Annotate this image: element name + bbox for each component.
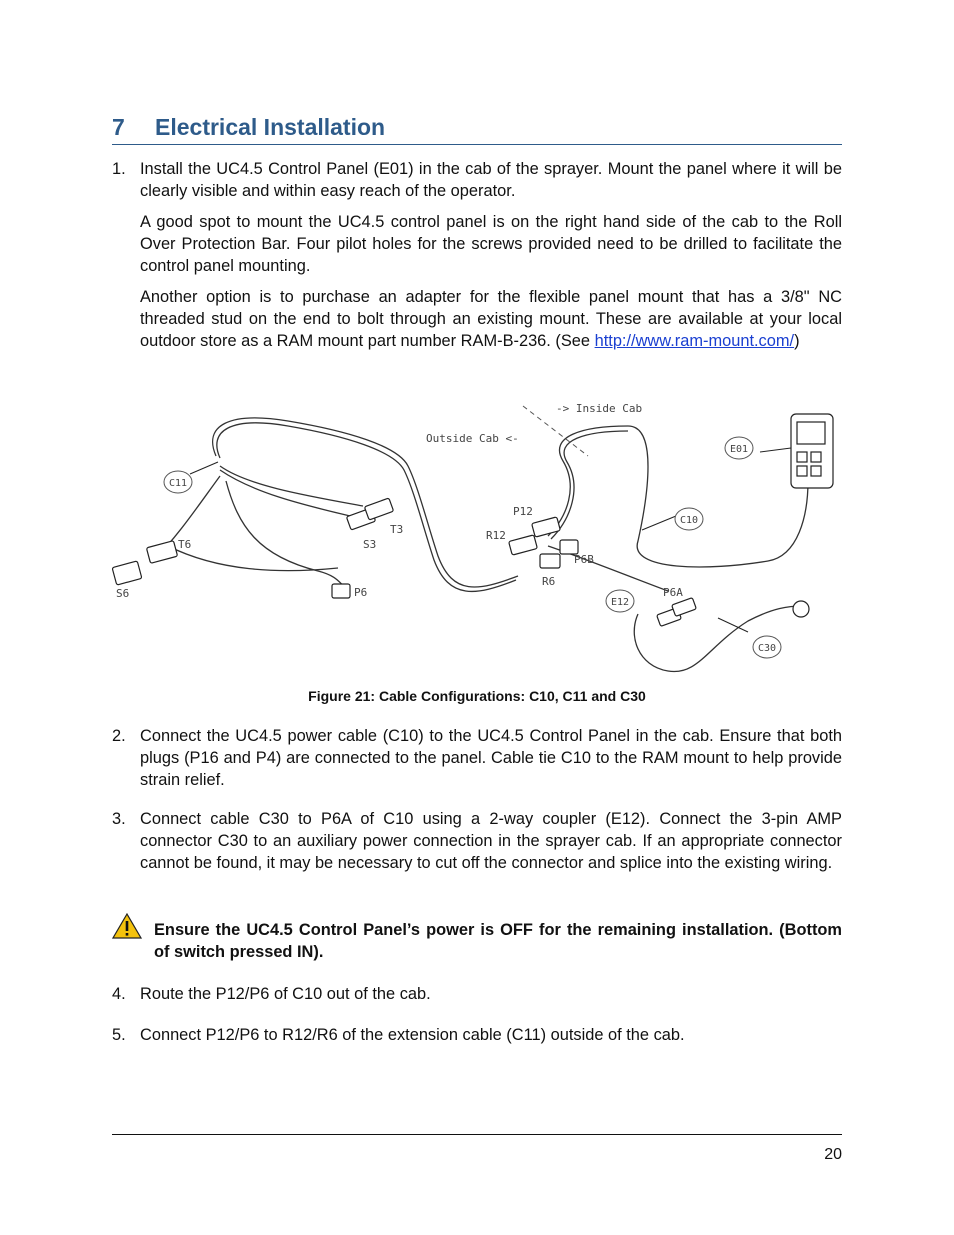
section-number: 7: [112, 114, 125, 140]
e01-button: [811, 452, 821, 462]
step-5-text: Connect P12/P6 to R12/R6 of the extension cable (C11) outside of the cab.: [140, 1026, 685, 1044]
t6-label: T6: [178, 538, 192, 551]
p6-label: P6: [354, 586, 368, 599]
step-4-text: Route the P12/P6 of C10 out of the cab.: [140, 985, 431, 1003]
c30-amp-connector: [793, 601, 809, 617]
s6-connector: [112, 561, 142, 585]
footer-divider: [112, 1134, 842, 1135]
r6-connector: [540, 554, 560, 568]
t6-connector: [146, 541, 177, 564]
outside-cab-label: Outside Cab <-: [426, 432, 519, 445]
page-number: 20: [824, 1146, 842, 1163]
c11-label: C11: [169, 478, 188, 489]
step-4: [112, 983, 842, 1014]
section-title: Electrical Installation: [155, 114, 386, 140]
t3-connector: [364, 498, 393, 520]
step-2: [112, 725, 842, 800]
p6-connector: [332, 584, 350, 598]
p6a-label: P6A: [663, 586, 683, 599]
e12-label: E12: [611, 597, 630, 608]
step-1-paragraph-2: A good spot to mount the UC4.5 control panel is on the right hand side of the cab to the Roll Over Protection Bar. Four pilot holes for the screws provided need to be drilled to facilitate the control panel mounting.: [140, 213, 842, 275]
step-3-text: Connect cable C30 to P6A of C10 using a 2-way coupler (E12). Connect the 3-pin AMP connector C30 to an auxiliary power connection in the sprayer cab. If an appropriate connector cannot be found, it may be necessary to cut off the connector and splice into the existing wiring.: [140, 810, 842, 872]
p6b-label: P6B: [574, 553, 594, 566]
section-heading: [112, 112, 842, 145]
e01-button: [797, 466, 807, 476]
callout-circles: [164, 437, 781, 658]
r12-label: R12: [486, 529, 506, 542]
p6a-connector: [672, 598, 697, 617]
r12-connector: [509, 535, 538, 555]
cable-lines: [153, 418, 808, 672]
e01-button: [811, 466, 821, 476]
step-1-paragraph-3: [140, 286, 842, 352]
step-number: 4.: [112, 985, 126, 1003]
r6-label: R6: [542, 575, 556, 588]
step-number: 3.: [112, 810, 126, 828]
step-3: [112, 808, 842, 883]
step-number: 2.: [112, 727, 126, 745]
e01-button: [797, 452, 807, 462]
s6-label: S6: [116, 587, 130, 600]
figure-caption: Figure 21: Cable Configurations: C10, C11 and C30: [308, 688, 646, 704]
c30-label: C30: [758, 643, 777, 654]
warning-notice: [112, 913, 842, 963]
p12-label: P12: [513, 505, 533, 518]
ram-mount-link[interactable]: http://www.ram-mount.com/: [594, 332, 795, 350]
step-number: 1.: [112, 160, 126, 178]
step-1-paragraph-1: Install the UC4.5 Control Panel (E01) in the cab of the sprayer. Mount the panel where it will be clearly visible and within easy reach of the operator.: [140, 160, 842, 200]
step-number: 5.: [112, 1026, 126, 1044]
e01-display: [797, 422, 825, 444]
cable-diagram: [108, 396, 844, 678]
cable-configuration-figure: [108, 396, 844, 678]
step-2-text: Connect the UC4.5 power cable (C10) to the UC4.5 Control Panel in the cab. Ensure that both plugs (P16 and P4) are connected to the panel. Cable tie C10 to the RAM mount to help provide strain relief.: [140, 727, 842, 789]
e01-label: E01: [730, 444, 749, 455]
inside-cab-label: -> Inside Cab: [556, 402, 643, 415]
para3-prefix: Another option is to purchase an adapter for the flexible panel mount that has a 3/8" NC threaded stud on the end to bolt through an existing mount. These are available at your local outdoor store as a RAM mount part number RAM-B-236. (See: [140, 288, 842, 350]
c10-label: C10: [680, 515, 699, 526]
step-5: [112, 1024, 842, 1055]
p6b-connector: [560, 540, 578, 554]
s3-label: S3: [363, 538, 377, 551]
step-1: [112, 158, 842, 361]
warning-text: Ensure the UC4.5 Control Panel’s power is OFF for the remaining installation. (Bottom of switch pressed IN).: [154, 921, 842, 961]
t3-label: T3: [390, 523, 404, 536]
para3-suffix: ): [794, 332, 800, 350]
warning-triangle-icon: [112, 913, 142, 939]
